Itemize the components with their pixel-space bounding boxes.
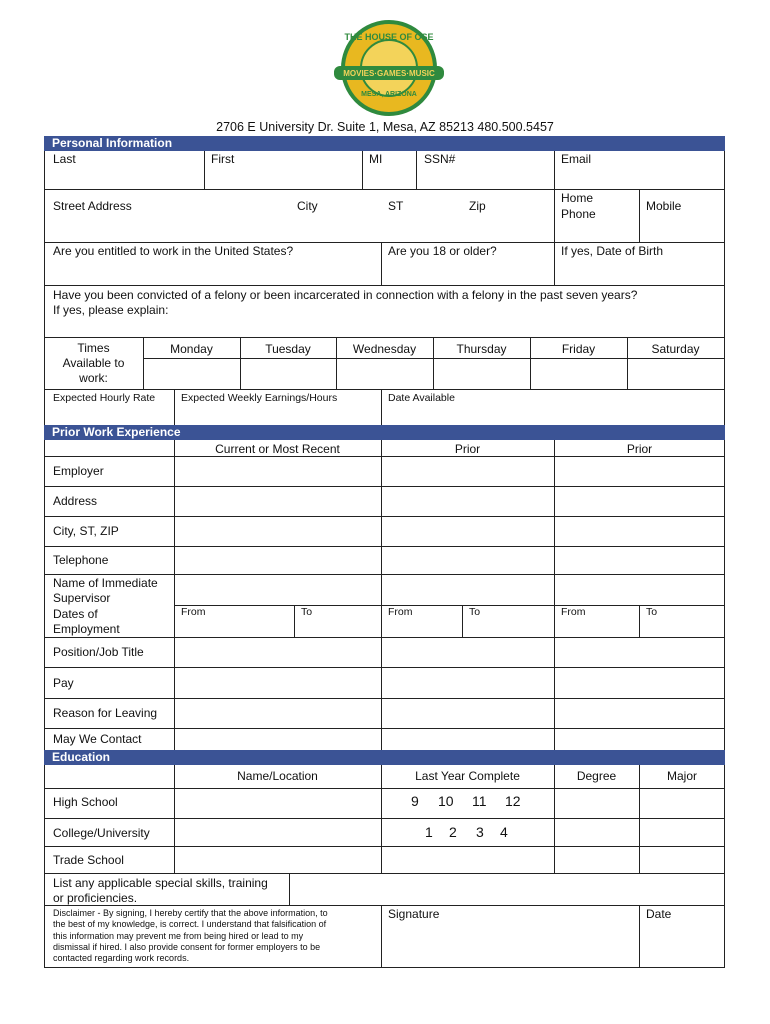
disclaimer-line3: this information may prevent me from being hired or lead to my — [53, 931, 304, 941]
date-field[interactable] — [640, 924, 723, 967]
weekly-earnings-field[interactable] — [175, 406, 380, 425]
college-label: College/University — [53, 826, 150, 840]
prior1-contact-field[interactable] — [382, 729, 553, 750]
address-label: Address — [53, 494, 98, 508]
day-wednesday: Wednesday — [352, 342, 417, 356]
tuesday-hours-field[interactable] — [241, 359, 335, 389]
disclaimer-line1: Disclaimer - By signing, I hereby certify that the above information, to — [53, 908, 328, 918]
col-name-location: Name/Location — [237, 769, 318, 783]
employment-application-form — [44, 136, 725, 968]
prior2-city-field[interactable] — [555, 517, 723, 546]
home-phone-label-line2: Phone — [561, 207, 596, 221]
current-to-field[interactable] — [295, 619, 380, 637]
section-prior-work-experience: Prior Work Experience — [44, 425, 725, 440]
current-from-field[interactable] — [175, 619, 293, 637]
ssn-label: SSN# — [424, 152, 456, 166]
thursday-hours-field[interactable] — [434, 359, 529, 389]
trade-school-degree-field[interactable] — [555, 847, 638, 873]
ssn-field[interactable] — [417, 167, 553, 189]
current-employer-field[interactable] — [175, 457, 380, 486]
college-year-1[interactable]: 1 — [425, 824, 433, 840]
prior1-address-field[interactable] — [382, 487, 553, 516]
college-year-4[interactable]: 4 — [500, 824, 508, 840]
date-of-birth-field[interactable] — [555, 260, 723, 285]
day-monday: Monday — [170, 342, 213, 356]
day-tuesday: Tuesday — [265, 342, 311, 356]
hs-year-9[interactable]: 9 — [411, 793, 419, 809]
prior1-position-field[interactable] — [382, 638, 553, 667]
saturday-hours-field[interactable] — [628, 359, 723, 389]
disclaimer-line2: the best of my knowledge, is correct. I understand that falsification of — [53, 919, 327, 929]
prior1-from-label: From — [388, 606, 413, 618]
dates-label-line2: Employment — [53, 622, 120, 636]
date-available-field[interactable] — [382, 406, 723, 425]
home-phone-label-line1: Home — [561, 191, 594, 205]
current-position-field[interactable] — [175, 638, 380, 667]
age-question: Are you 18 or older? — [388, 244, 497, 258]
signature-field[interactable] — [382, 924, 638, 967]
high-school-major-field[interactable] — [640, 789, 723, 818]
prior1-reason-field[interactable] — [382, 699, 553, 728]
felony-explanation-field[interactable] — [45, 319, 723, 337]
logo-subtext: MOVIES·GAMES·MUSIC — [343, 69, 435, 78]
skills-label-line1: List any applicable special skills, training — [53, 876, 268, 890]
mobile-field[interactable] — [640, 216, 723, 242]
prior2-from-field[interactable] — [555, 619, 638, 637]
position-label: Position/Job Title — [53, 645, 144, 659]
hourly-rate-field[interactable] — [45, 406, 173, 425]
may-we-contact-label: May We Contact — [53, 732, 142, 746]
weekly-earnings-label: Expected Weekly Earnings/Hours — [181, 392, 338, 404]
current-contact-field[interactable] — [175, 729, 380, 750]
section-education: Education — [44, 750, 725, 765]
pay-label: Pay — [53, 676, 74, 690]
prior1-telephone-field[interactable] — [382, 547, 553, 574]
felony-question: Have you been convicted of a felony or been incarcerated in connection with a felony in the past seven years? — [53, 288, 638, 302]
current-address-field[interactable] — [175, 487, 380, 516]
last-name-label: Last — [53, 152, 76, 166]
high-school-name-field[interactable] — [175, 789, 380, 818]
city-st-zip-label: City, ST, ZIP — [53, 524, 119, 538]
day-thursday: Thursday — [456, 342, 507, 356]
col-degree: Degree — [576, 769, 617, 783]
col-last-year-complete: Last Year Complete — [415, 769, 520, 783]
college-year-2[interactable]: 2 — [449, 824, 457, 840]
prior2-reason-field[interactable] — [555, 699, 723, 728]
dates-label-line1: Dates of — [53, 607, 98, 621]
form-border-bottom — [44, 967, 725, 968]
last-name-field[interactable] — [45, 167, 203, 189]
prior2-to-label: To — [646, 606, 658, 618]
prior1-supervisor-field[interactable] — [382, 575, 553, 605]
logo-city-text: MESA, ARIZONA — [361, 91, 417, 98]
current-supervisor-field[interactable] — [175, 575, 380, 605]
employer-label: Employer — [53, 464, 104, 478]
prior1-employer-field[interactable] — [382, 457, 553, 486]
prior1-to-field[interactable] — [463, 619, 553, 637]
store-address: 2706 E University Dr. Suite 1, Mesa, AZ 85213 480.500.5457 — [216, 120, 554, 134]
supervisor-label-line2: Supervisor — [53, 591, 111, 605]
reason-for-leaving-label: Reason for Leaving — [53, 706, 158, 720]
logo-title-text: THE HOUSE OF OSE — [344, 32, 434, 42]
email-field[interactable] — [555, 167, 723, 189]
trade-school-label: Trade School — [53, 853, 124, 867]
work-eligibility-question: Are you entitled to work in the United States? — [53, 244, 294, 258]
day-friday: Friday — [561, 342, 596, 356]
prior2-to-field[interactable] — [640, 619, 723, 637]
mi-field[interactable] — [363, 167, 415, 189]
day-saturday: Saturday — [651, 342, 700, 356]
prior2-position-field[interactable] — [555, 638, 723, 667]
skills-field[interactable] — [290, 874, 723, 905]
high-school-degree-field[interactable] — [555, 789, 638, 818]
first-name-field[interactable] — [205, 167, 361, 189]
availability-label-line2: Available to — [62, 356, 125, 370]
monday-hours-field[interactable] — [144, 359, 239, 389]
disclaimer-line5: contacted regarding work records. — [53, 953, 190, 963]
date-available-label: Date Available — [388, 392, 455, 404]
felony-explain-label: If yes, please explain: — [53, 303, 169, 317]
trade-school-year-field[interactable] — [382, 847, 553, 873]
city-label: City — [297, 199, 318, 213]
col-prior-employer-1: Prior — [454, 442, 481, 456]
college-year-3[interactable]: 3 — [476, 824, 484, 840]
high-school-label: High School — [53, 795, 118, 809]
state-label: ST — [388, 199, 404, 213]
prior1-city-field[interactable] — [382, 517, 553, 546]
prior1-pay-field[interactable] — [382, 668, 553, 698]
prior1-from-field[interactable] — [382, 619, 461, 637]
wednesday-hours-field[interactable] — [337, 359, 432, 389]
disclaimer-line4: dismissal if hired. I also provide consent for former employers to be — [53, 942, 321, 952]
hs-year-11[interactable]: 11 — [472, 793, 487, 809]
current-pay-field[interactable] — [175, 668, 380, 698]
hs-year-10[interactable]: 10 — [438, 793, 454, 809]
college-major-field[interactable] — [640, 819, 723, 846]
current-telephone-field[interactable] — [175, 547, 380, 574]
supervisor-label-line1: Name of Immediate — [53, 576, 158, 590]
availability-label-line1: Times — [77, 341, 110, 355]
street-address-field[interactable] — [45, 216, 554, 242]
prior2-pay-field[interactable] — [555, 668, 723, 698]
current-to-label: To — [301, 606, 313, 618]
current-city-field[interactable] — [175, 517, 380, 546]
first-name-label: First — [211, 152, 235, 166]
street-address-label: Street Address — [53, 199, 132, 213]
college-name-field[interactable] — [175, 819, 380, 846]
trade-school-major-field[interactable] — [640, 847, 723, 873]
home-phone-field[interactable] — [555, 224, 639, 242]
hourly-rate-label: Expected Hourly Rate — [53, 392, 156, 404]
prior2-employer-field[interactable] — [555, 457, 723, 486]
age-field[interactable] — [382, 260, 553, 285]
prior2-from-label: From — [561, 606, 586, 618]
zip-label: Zip — [469, 199, 486, 213]
prior2-contact-field[interactable] — [555, 729, 723, 750]
date-label: Date — [646, 907, 672, 921]
skills-label-line2: or proficiencies. — [53, 891, 138, 905]
form-border-right — [724, 136, 725, 968]
section-personal-information: Personal Information — [44, 136, 725, 151]
prior2-telephone-field[interactable] — [555, 547, 723, 574]
mi-label: MI — [369, 152, 383, 166]
signature-label: Signature — [388, 907, 440, 921]
availability-label-line3: work: — [79, 371, 108, 385]
house-of-ose-logo — [330, 18, 448, 122]
current-reason-field[interactable] — [175, 699, 380, 728]
mobile-label: Mobile — [646, 199, 682, 213]
college-degree-field[interactable] — [555, 819, 638, 846]
current-from-label: From — [181, 606, 206, 618]
col-major: Major — [666, 769, 697, 783]
col-prior-employer-2: Prior — [626, 442, 653, 456]
email-label: Email — [561, 152, 592, 166]
col-current-employer: Current or Most Recent — [215, 442, 340, 456]
prior2-supervisor-field[interactable] — [555, 575, 723, 605]
telephone-label: Telephone — [53, 553, 109, 567]
work-eligibility-field[interactable] — [45, 260, 380, 285]
prior1-to-label: To — [469, 606, 481, 618]
date-of-birth-label: If yes, Date of Birth — [561, 244, 664, 258]
trade-school-name-field[interactable] — [175, 847, 380, 873]
hs-year-12[interactable]: 12 — [505, 793, 521, 809]
prior2-address-field[interactable] — [555, 487, 723, 516]
friday-hours-field[interactable] — [531, 359, 626, 389]
